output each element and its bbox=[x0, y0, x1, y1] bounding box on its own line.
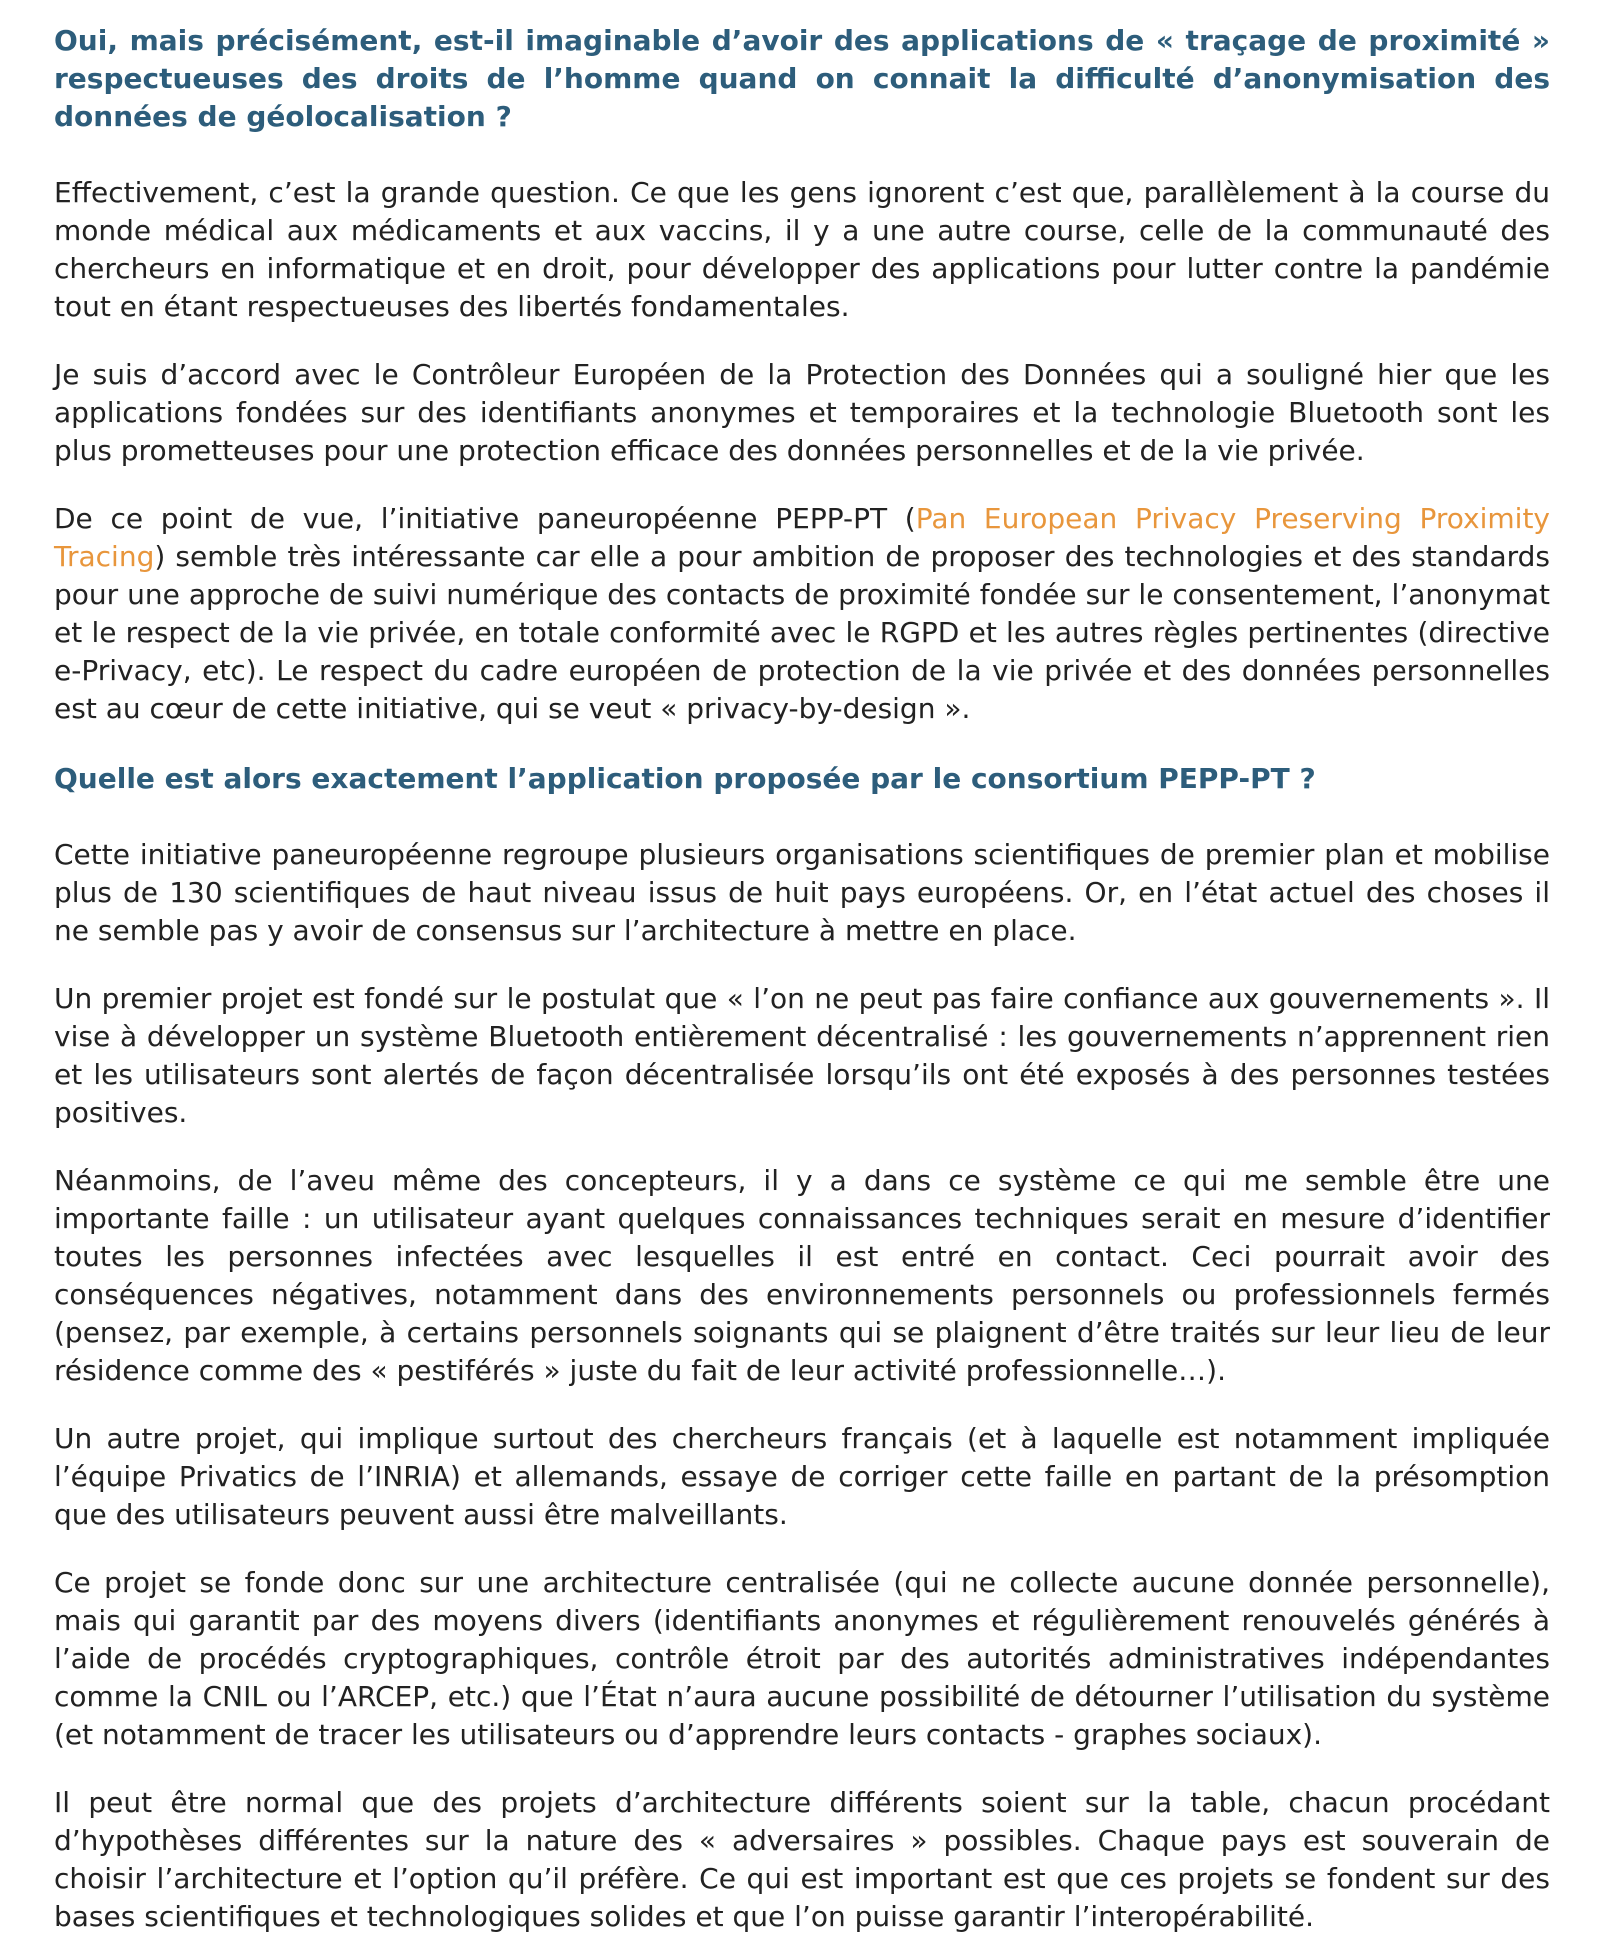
question-heading-1: Oui, mais précisément, est-il imaginable d’avoir des applications de « traçage de proximité » respectueuses des droits de l’homme quand on connait la difficulté d’anonymisation des données de géolocalisation ? bbox=[54, 24, 1550, 133]
paragraph-4: Cette initiative paneuropéenne regroupe plusieurs organisations scientifiques de premier plan et mobilise plus de 130 scientifiques de haut niveau issus de huit pays européens. Or, en l’état actuel des choses il ne semble pas y avoir de consensus sur l’architecture à mettre en place. bbox=[54, 838, 1550, 947]
paragraph-3-text-after: ) semble très intéressante car elle a pour ambition de proposer des technologies et des standards pour une approche de suivi numérique des contacts de proximité fondée sur le consentement, l’anonymat et le respect de la vie privée, en totale conformité avec le RGPD et les autres règles pertinentes (directive e-Privacy, etc). Le respect du cadre européen de protection de la vie privée et des données personnelles est au cœur de cette initiative, qui se veut « privacy-by-design ». bbox=[54, 540, 1550, 725]
question-heading-2: Quelle est alors exactement l’application proposée par le consortium PEPP-PT ? bbox=[54, 762, 1316, 795]
paragraph-5: Un premier projet est fondé sur le postulat que « l’on ne peut pas faire confiance aux gouvernements ». Il vise à développer un système Bluetooth entièrement décentralisé : les gouvernements n’apprennent rien et les utilisateurs sont alertés de façon décentralisée lorsqu’ils ont été exposés à des personnes testées positives. bbox=[54, 982, 1550, 1129]
paragraph-8: Ce projet se fonde donc sur une architecture centralisée (qui ne collecte aucune donnée personnelle), mais qui garantit par des moyens divers (identifiants anonymes et régulièrement renouvelés générés à l’aide de procédés cryptographiques, contrôle étroit par des autorités administratives indépendantes comme la CNIL ou l’ARCEP, etc.) que l’État n’aura aucune possibilité de détourner l’utilisation du système (et notamment de tracer les utilisateurs ou d’apprendre leurs contacts - graphes sociaux). bbox=[54, 1566, 1550, 1751]
paragraph-3-text-before: De ce point de vue, l’initiative paneuropéenne PEPP-PT ( bbox=[54, 502, 916, 535]
paragraph-3 bbox=[54, 500, 1550, 728]
paragraph-9: Il peut être normal que des projets d’architecture différents soient sur la table, chacun procédant d’hypothèses différentes sur la nature des « adversaires » possibles. Chaque pays est souverain de choisir l’architecture et l’option qu’il préfère. Ce qui est important est que ces projets se fondent sur des bases scientifiques et technologiques solides et que l’on puisse garantir l’interopérabilité. bbox=[54, 1786, 1550, 1933]
pepp-pt-link[interactable]: Pan European Privacy Preserving Proximity Tracing bbox=[54, 502, 1550, 573]
article-body bbox=[54, 22, 1550, 1936]
paragraph-2: Je suis d’accord avec le Contrôleur Européen de la Protection des Données qui a souligné hier que les applications fondées sur des identifiants anonymes et temporaires et la technologie Bluetooth sont les plus prometteuses pour une protection efficace des données personnelles et de la vie privée. bbox=[54, 358, 1550, 467]
paragraph-6: Néanmoins, de l’aveu même des concepteurs, il y a dans ce système ce qui me semble être une importante faille : un utilisateur ayant quelques connaissances techniques serait en mesure d’identifier toutes les personnes infectées avec lesquelles il est entré en contact. Ceci pourrait avoir des conséquences négatives, notamment dans des environnements personnels ou professionnels fermés (pensez, par exemple, à certains personnels soignants qui se plaignent d’être traités sur leur lieu de leur résidence comme des « pestiférés » juste du fait de leur activité professionnelle…). bbox=[54, 1164, 1550, 1387]
paragraph-7: Un autre projet, qui implique surtout des chercheurs français (et à laquelle est notamment impliquée l’équipe Privatics de l’INRIA) et allemands, essaye de corriger cette faille en partant de la présomption que des utilisateurs peuvent aussi être malveillants. bbox=[54, 1422, 1550, 1531]
paragraph-1: Effectivement, c’est la grande question. Ce que les gens ignorent c’est que, parallèlement à la course du monde médical aux médicaments et aux vaccins, il y a une autre course, celle de la communauté des chercheurs en informatique et en droit, pour développer des applications pour lutter contre la pandémie tout en étant respectueuses des libertés fondamentales. bbox=[54, 176, 1550, 323]
